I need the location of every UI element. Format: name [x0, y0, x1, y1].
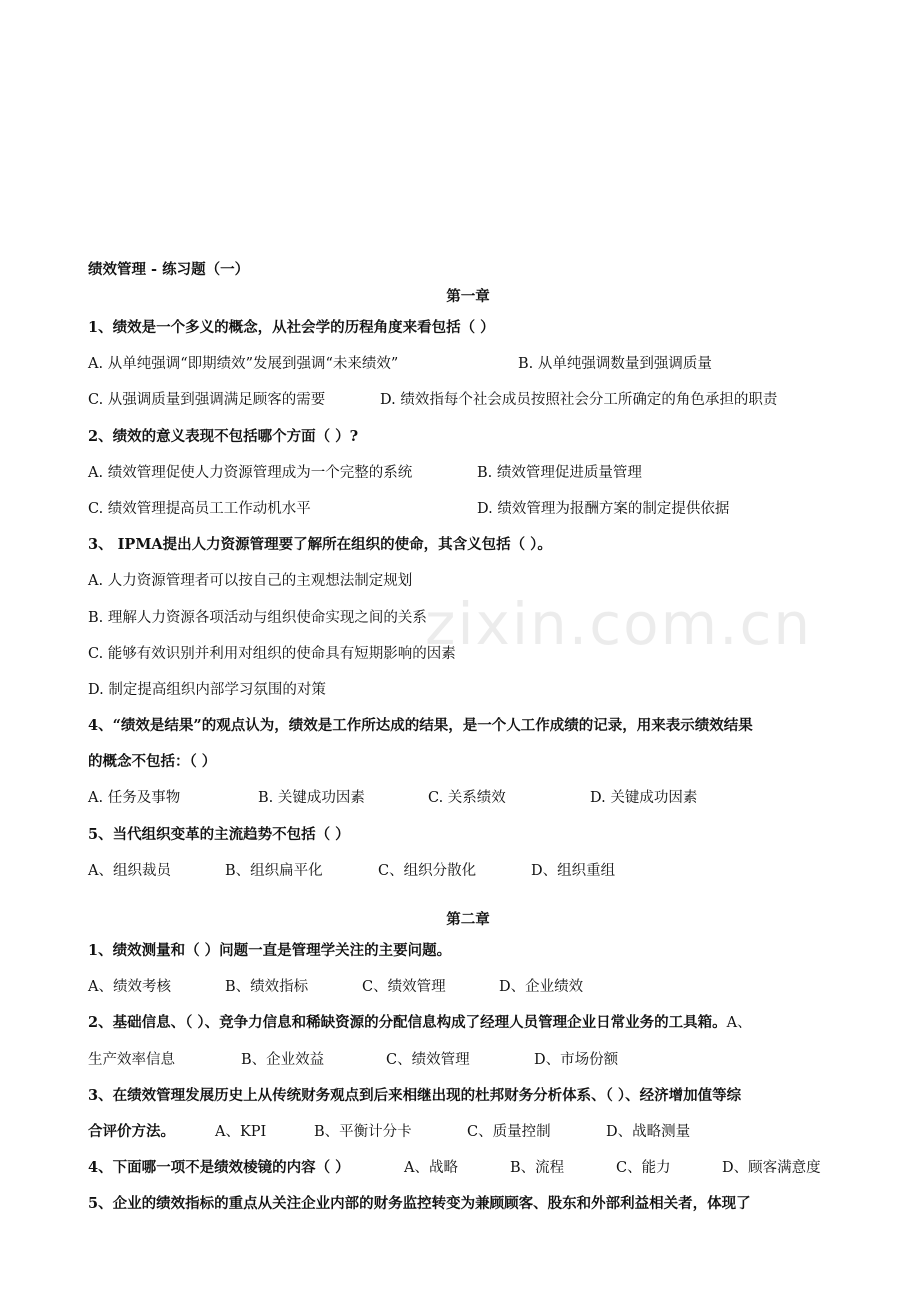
document-content: [88, 256, 848, 1223]
ch1-q4-option-d: D. 关键成功因素: [590, 790, 698, 807]
ch1-q2-options-row2: [88, 491, 848, 527]
ch2-q2-options: [88, 1042, 848, 1078]
ch2-q2-option-d: D、市场份额: [534, 1051, 619, 1068]
ch2-q3-option-c: C、质量控制: [467, 1123, 551, 1140]
ch1-q4-options: [88, 780, 848, 816]
ch1-q1-option-d: D. 绩效指每个社会成员按照社会分工所确定的角色承担的职责: [380, 392, 778, 409]
ch1-q3-option-c: C. 能够有效识别并利用对组织的使命具有短期影响的因素: [88, 645, 456, 662]
ch2-q2-option-c: C、绩效管理: [386, 1051, 470, 1068]
ch2-q3-option-b: B、平衡计分卡: [314, 1123, 412, 1140]
ch2-q2-option-a-label: A、: [726, 1015, 752, 1032]
ch2-q1-option-b: B、绩效指标: [225, 979, 309, 996]
ch1-q5-option-a: A、组织裁员: [88, 862, 171, 879]
ch2-q4-option-a: A、战略: [404, 1160, 458, 1177]
ch1-q5-options: [88, 853, 848, 889]
ch1-q3-option-b: B. 理解人力资源各项活动与组织使命实现之间的关系: [88, 609, 427, 626]
ch1-q2-option-b: B. 绩效管理促进质量管理: [477, 464, 642, 481]
ch1-q4-stem-line1: 4、“绩效是结果”的观点认为，绩效是工作所达成的结果，是一个人工作成绩的记录，用来表示绩效结果: [88, 717, 753, 735]
ch2-q1-option-d: D、企业绩效: [499, 979, 584, 996]
ch2-q1-option-a: A、绩效考核: [88, 979, 171, 996]
ch2-q4-row: [88, 1150, 848, 1186]
ch2-q1-stem: 1、绩效测量和（ ）问题一直是管理学关注的主要问题。: [88, 942, 452, 959]
ch2-q4-option-b: B、流程: [510, 1160, 565, 1177]
ch2-q2-option-a: 生产效率信息: [88, 1051, 175, 1068]
ch1-q5-option-b: B、组织扁平化: [225, 862, 323, 879]
ch2-q1-options: [88, 969, 848, 1005]
ch1-q1-options-row1: [88, 346, 848, 382]
ch1-q2-option-a: A. 绩效管理促使人力资源管理成为一个完整的系统: [88, 464, 413, 481]
ch2-q4-stem: 4、下面哪一项不是绩效棱镜的内容（ ）: [88, 1159, 350, 1177]
chapter-2-heading: 第二章: [446, 911, 490, 928]
ch1-q3-option-a: A. 人力资源管理者可以按自己的主观想法制定规划: [88, 573, 413, 590]
ch1-q4-stem-line2: 的概念不包括：（ ）: [88, 753, 217, 771]
ch1-q1-option-b: B. 从单纯强调数量到强调质量: [518, 356, 712, 373]
ch1-q5-option-d: D、组织重组: [531, 862, 616, 879]
ch2-q1-option-c: C、绩效管理: [362, 979, 446, 996]
ch1-q3-stem: 3、 IPMA提出人力资源管理要了解所在组织的使命，其含义包括（ ）。: [88, 536, 552, 554]
ch1-q4-option-a: A. 任务及事物: [88, 790, 181, 807]
ch1-q3-option-d: D. 制定提高组织内部学习氛围的对策: [88, 681, 326, 698]
chapter-1-heading: 第一章: [446, 288, 490, 305]
ch2-q3-stem-line2-row: [88, 1114, 848, 1150]
ch1-q2-option-c: C. 绩效管理提高员工工作动机水平: [88, 500, 311, 517]
ch1-q2-stem: 2、绩效的意义表现不包括哪个方面（ ）?: [88, 427, 359, 445]
document-title: 绩效管理 - 练习题（一）: [88, 261, 250, 278]
ch1-q1-option-c: C. 从强调质量到强调满足顾客的需要: [88, 392, 326, 409]
ch2-q5-stem: 5、企业的绩效指标的重点从关注企业内部的财务监控转变为兼顾顾客、股东和外部利益相关者，体现了: [88, 1195, 751, 1213]
ch2-q3-stem-line1: 3、在绩效管理发展历史上从传统财务观点到后来相继出现的杜邦财务分析体系、（ ）、经济增加值等综: [88, 1086, 742, 1104]
ch2-q4-option-c: C、能力: [616, 1160, 671, 1177]
ch1-q4-option-b: B. 关键成功因素: [258, 790, 365, 807]
ch2-q3-option-a: A、KPI: [215, 1123, 267, 1140]
ch1-q5-option-c: C、组织分散化: [378, 862, 477, 879]
ch2-q4-option-d: D、顾客满意度: [722, 1160, 821, 1177]
watermark-text: zixin.com.cn: [425, 590, 813, 658]
ch2-q2-option-b: B、企业效益: [241, 1051, 325, 1068]
ch1-q2-options-row1: [88, 455, 848, 491]
ch1-q2-option-d: D. 绩效管理为报酬方案的制定提供依据: [477, 500, 730, 517]
ch1-q1-options-row2: [88, 382, 848, 418]
ch1-q1-stem: 1、绩效是一个多义的概念，从社会学的历程角度来看包括（ ）: [88, 319, 495, 336]
chapter-gap: [88, 889, 848, 907]
ch2-q2-stem-row: [88, 1005, 848, 1041]
ch1-q4-option-c: C. 关系绩效: [428, 790, 506, 807]
ch2-q3-stem-line2: 合评价方法。: [88, 1122, 175, 1140]
ch1-q5-stem: 5、当代组织变革的主流趋势不包括（ ）: [88, 825, 350, 843]
ch1-q1-option-a: A. 从单纯强调“即期绩效”发展到强调“未来绩效”: [88, 356, 399, 373]
ch2-q2-stem: 2、基础信息、（ ）、竞争力信息和稀缺资源的分配信息构成了经理人员管理企业日常业务的工具箱。: [88, 1014, 727, 1032]
ch2-q3-option-d: D、战略测量: [606, 1123, 691, 1140]
